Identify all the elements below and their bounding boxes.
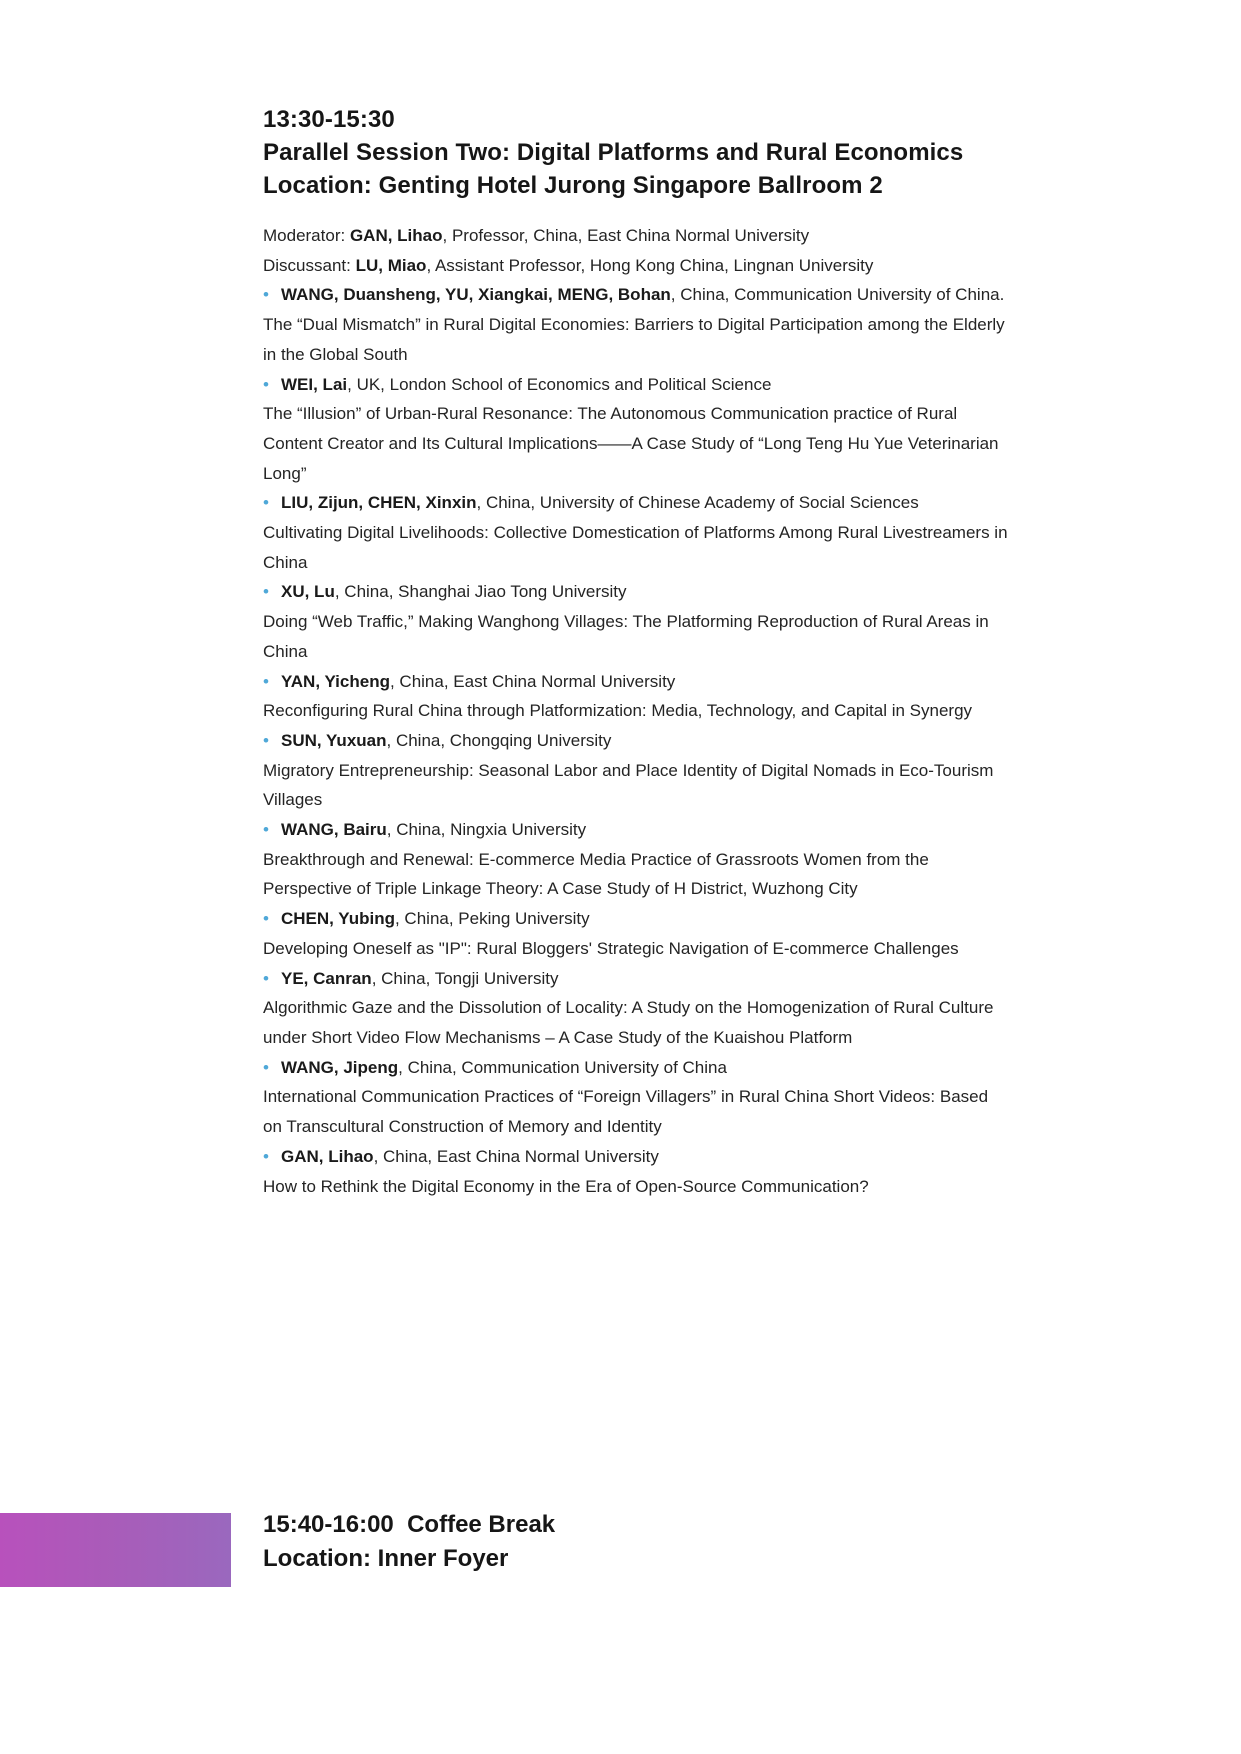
presentation-authors-line — [263, 815, 1011, 845]
bullet-icon: • — [263, 1146, 269, 1166]
bullet-icon: • — [263, 493, 269, 513]
session-time: 13:30-15:30 — [263, 106, 395, 133]
presentation-affiliation: , China, University of Chinese Academy of Social Sciences — [476, 493, 919, 513]
presentation-authors: WANG, Jipeng — [281, 1057, 399, 1077]
presentation-title: The “Dual Mismatch” in Rural Digital Economies: Barriers to Digital Participation among the Elderly in the Global South — [263, 315, 1005, 364]
coffee-break-location: Location: Inner Foyer — [263, 1545, 509, 1572]
presentation-item — [263, 577, 1011, 666]
bullet-icon: • — [263, 671, 269, 691]
discussant-label: Discussant: — [263, 255, 356, 275]
presentation-title: Algorithmic Gaze and the Dissolution of Locality: A Study on the Homogenization of Rural Culture under Short Video Flow Mechanisms – A Case Study of the Kuaishou Platform — [263, 998, 994, 1047]
presentation-title: International Communication Practices of “Foreign Villagers” in Rural China Short Videos: Based on Transcultural Construction of Memory and Identity — [263, 1087, 989, 1137]
presentation-authors: YE, Canran — [281, 968, 372, 988]
presentation-authors-line — [263, 726, 1011, 756]
presentation-affiliation: , China, Communication University of China. — [670, 285, 1005, 305]
session-location: Location: Genting Hotel Jurong Singapore Ballroom 2 — [263, 172, 883, 199]
presentation-authors: WANG, Duansheng, YU, Xiangkai, MENG, Bohan — [281, 285, 671, 305]
presentation-affiliation: , China, Tongji University — [371, 968, 559, 988]
bullet-icon: • — [263, 1057, 269, 1077]
presentation-authors: WANG, Bairu — [281, 820, 387, 840]
session-block — [263, 103, 1011, 1201]
presentation-affiliation: , China, East China Normal University — [389, 671, 676, 691]
presentation-authors-line — [263, 577, 1011, 607]
presentation-title: The “Illusion” of Urban-Rural Resonance: The Autonomous Communication practice of Rural Content Creator and Its Cultural Implications——A Case Study of “Long Teng Hu Yue Veterinarian Long” — [263, 404, 999, 483]
presentation-authors: LIU, Zijun, CHEN, Xinxin — [281, 493, 477, 513]
discussant-name: LU, Miao — [355, 255, 427, 275]
discussant-rest: , Assistant Professor, Hong Kong China, Lingnan University — [426, 255, 874, 275]
presentation-title: Doing “Web Traffic,” Making Wanghong Villages: The Platforming Reproduction of Rural Areas in China — [263, 612, 989, 661]
bullet-icon: • — [263, 730, 269, 750]
coffee-break-time-title: 15:40-16:00 Coffee Break — [263, 1511, 556, 1538]
bullet-icon: • — [263, 582, 269, 602]
presentation-title: Breakthrough and Renewal: E-commerce Media Practice of Grassroots Women from the Perspective of Triple Linkage Theory: A Case Study of H District, Wuzhong City — [263, 849, 929, 899]
presentation-affiliation: , China, Communication University of China — [398, 1057, 727, 1077]
moderator-rest: , Professor, China, East China Normal University — [442, 226, 810, 245]
presentation-affiliation: , China, Ningxia University — [386, 820, 587, 840]
presentation-affiliation: , UK, London School of Economics and Political Science — [347, 374, 772, 394]
presentation-title: Reconfiguring Rural China through Platformization: Media, Technology, and Capital in Synergy — [263, 701, 973, 721]
presentation-title: How to Rethink the Digital Economy in the Era of Open-Source Communication? — [263, 1176, 869, 1196]
presentation-affiliation: , China, East China Normal University — [373, 1146, 659, 1166]
presentation-item — [263, 904, 1011, 963]
presentation-item — [263, 280, 1011, 369]
presentation-item — [263, 370, 1011, 489]
presentation-authors-line — [263, 904, 1011, 934]
discussant-line — [263, 251, 1011, 281]
presentation-authors-line — [263, 1053, 1011, 1083]
session-title: Parallel Session Two: Digital Platforms and Rural Economics — [263, 139, 964, 166]
presentation-authors-line — [263, 370, 1011, 400]
presentation-affiliation: , China, Peking University — [394, 909, 590, 929]
presentation-authors: SUN, Yuxuan — [281, 730, 387, 750]
bullet-icon: • — [263, 909, 269, 929]
presentation-authors-line — [263, 488, 1011, 518]
presentation-affiliation: , China, Shanghai Jiao Tong University — [334, 582, 627, 602]
moderator-name: GAN, Lihao — [349, 226, 443, 245]
presentation-authors: GAN, Lihao — [281, 1146, 374, 1166]
presentation-authors-line — [263, 280, 1011, 310]
presentation-authors: CHEN, Yubing — [281, 909, 395, 929]
bullet-icon: • — [263, 968, 269, 988]
moderator-label: Moderator: — [263, 226, 350, 245]
coffee-break-block — [263, 1508, 555, 1576]
presentation-title: Migratory Entrepreneurship: Seasonal Labor and Place Identity of Digital Nomads in Eco-Tourism Villages — [263, 760, 994, 810]
session-details — [263, 221, 1011, 1201]
presentation-authors: XU, Lu — [281, 582, 335, 602]
presentation-title: Developing Oneself as "IP": Rural Bloggers' Strategic Navigation of E-commerce Challenges — [263, 938, 959, 958]
presentation-authors-line — [263, 667, 1011, 697]
presentation-authors-line — [263, 1142, 1011, 1172]
presentation-title: Cultivating Digital Livelihoods: Collective Domestication of Platforms Among Rural Livestreamers in China — [263, 523, 1008, 572]
session-header — [263, 103, 1011, 202]
presentation-item — [263, 1053, 1011, 1142]
presentation-item — [263, 488, 1011, 577]
presentation-item — [263, 1142, 1011, 1201]
bullet-icon: • — [263, 820, 269, 840]
presentation-item — [263, 667, 1011, 726]
presentation-authors-line — [263, 964, 1011, 994]
gradient-accent-bar — [0, 1513, 231, 1587]
bullet-icon: • — [263, 374, 269, 394]
bullet-icon: • — [263, 285, 269, 305]
moderator-line — [263, 221, 1011, 251]
presentation-authors: YAN, Yicheng — [281, 671, 390, 691]
presentation-authors: WEI, Lai — [281, 374, 348, 394]
presentation-item — [263, 964, 1011, 1053]
presentation-affiliation: , China, Chongqing University — [386, 730, 612, 750]
presentation-item — [263, 815, 1011, 904]
presentation-item — [263, 726, 1011, 815]
